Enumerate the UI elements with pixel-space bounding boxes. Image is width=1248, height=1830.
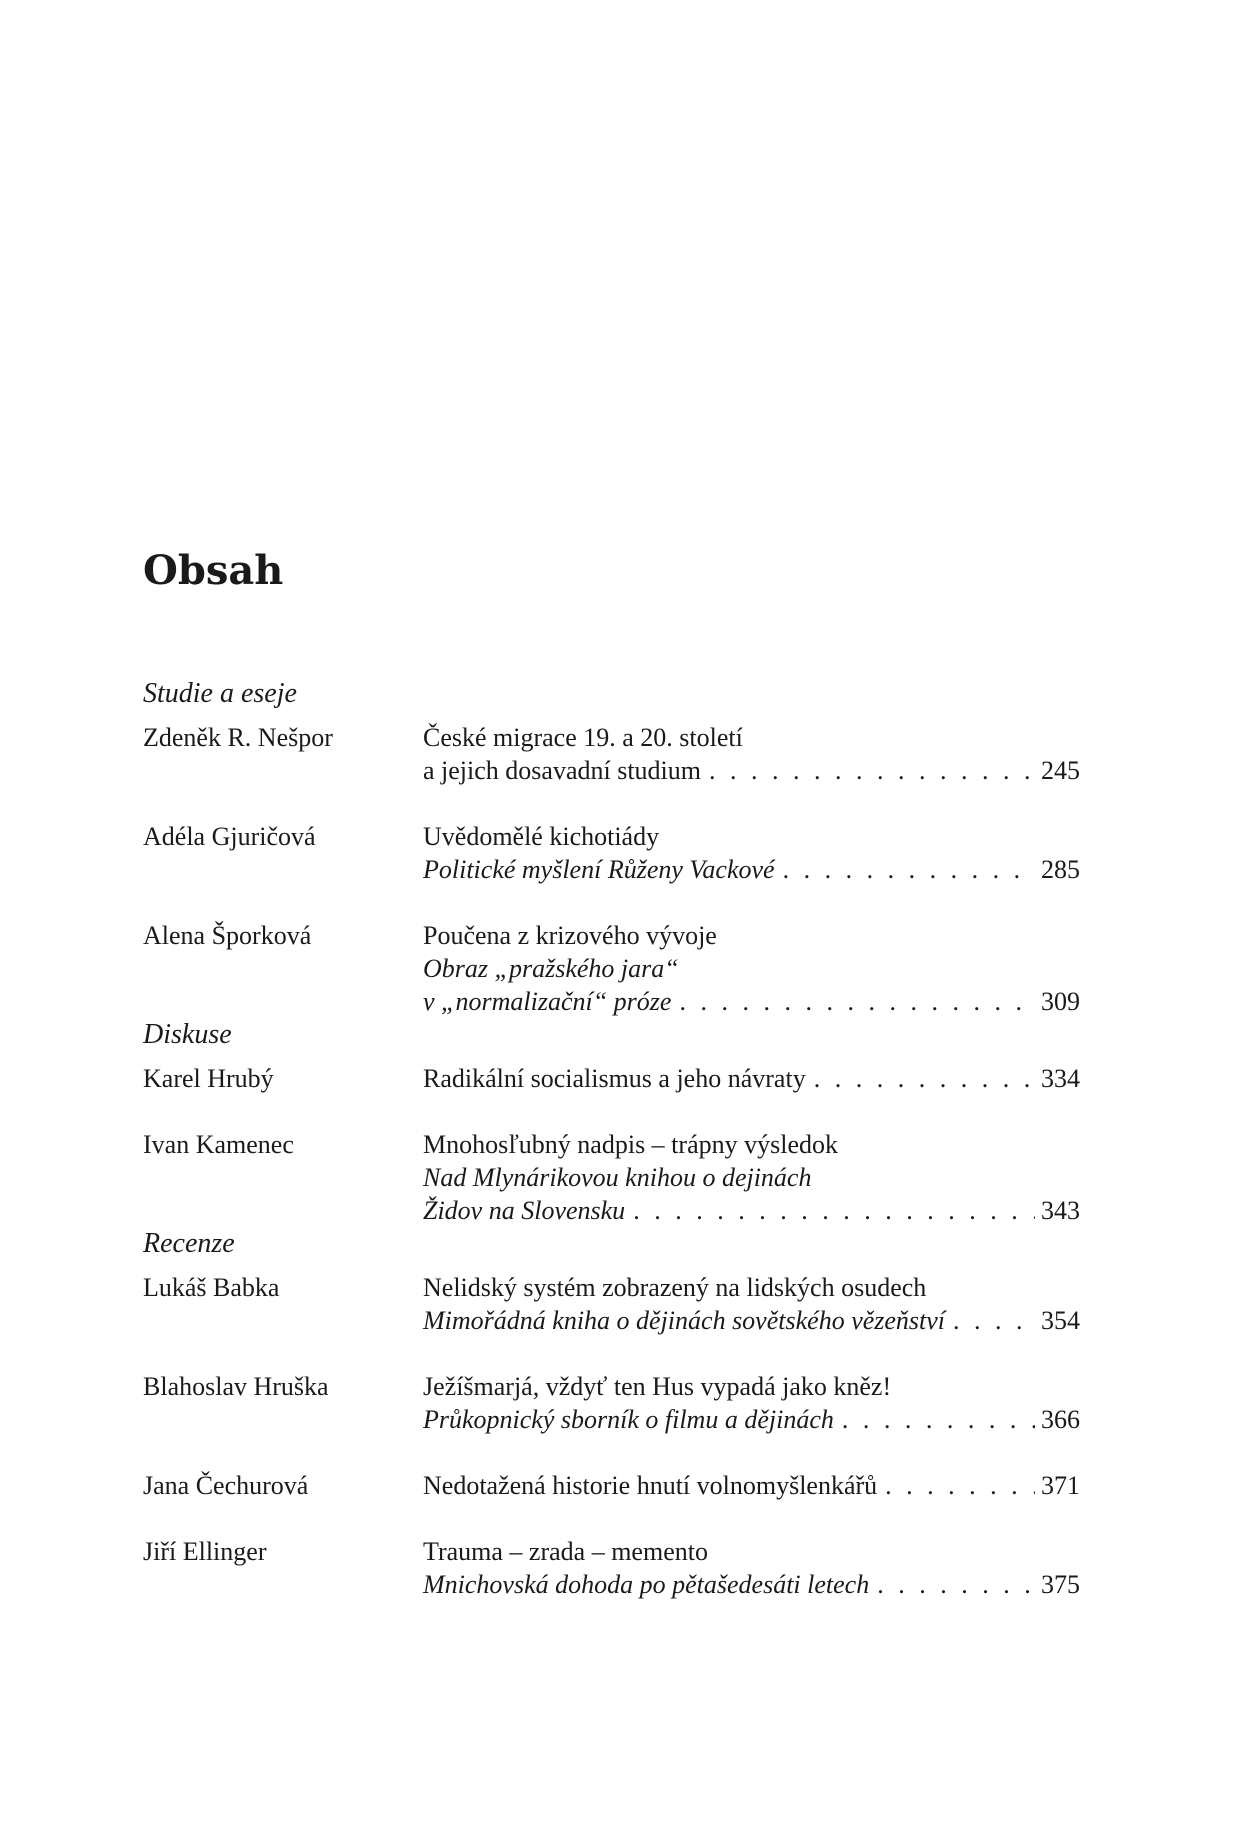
entry-title-line: Nad Mlynárikovou knihou o dejinách [423,1163,812,1192]
entry-final-line [423,754,1080,787]
entry-page-number: 309 [1041,987,1080,1016]
entry-title-block [423,1271,1080,1337]
entry-final-text: a jejich dosavadní studium [423,756,702,785]
entry-final-line [423,1568,1080,1601]
entry-final-text: Radikální socialismus a jeho návraty [423,1064,806,1093]
entry-title-block [423,1062,1080,1095]
entry-final-line [423,985,1080,1018]
page-title: Obsah [143,547,284,594]
entry-title-block [423,1535,1080,1601]
entry-title-block [423,919,1080,1018]
toc-entry[interactable] [143,1535,1080,1601]
entry-author: Lukáš Babka [143,1273,280,1302]
table-of-contents [143,677,1080,1601]
entry-author: Blahoslav Hruška [143,1372,329,1401]
entry-title-line: Obraz „pražského jara“ [423,954,679,983]
entry-title-line: Poučena z krizového vývoje [423,921,717,950]
toc-entry[interactable] [143,1469,1080,1502]
entry-title-line: Mnohosľubný nadpis – trápny výsledok [423,1130,838,1159]
entry-page-number: 371 [1041,1471,1080,1500]
entry-page-number: 285 [1041,855,1080,884]
entry-final-text: Průkopnický sborník o filmu a dějinách [423,1405,834,1434]
dot-leader [869,1568,1035,1601]
entry-title-block [423,1370,1080,1436]
entry-final-text: v „normalizační“ próze [423,987,672,1016]
toc-entry[interactable] [143,919,1080,1018]
section-heading: Diskuse [143,1019,232,1050]
entry-final-text: Mnichovská dohoda po pětašedesáti letech [423,1570,870,1599]
entry-title-line: Trauma – zrada – memento [423,1537,708,1566]
entry-final-text: Politické myšlení Růženy Vackové [423,855,775,884]
toc-entry[interactable] [143,1128,1080,1227]
dot-leader [775,853,1035,886]
toc-entry[interactable] [143,721,1080,787]
entry-page-number: 334 [1041,1064,1080,1093]
dot-leader [625,1194,1035,1227]
dot-leader [671,985,1035,1018]
entry-author: Karel Hrubý [143,1064,274,1093]
entry-page-number: 375 [1041,1570,1080,1599]
entry-author: Zdeněk R. Nešpor [143,723,333,752]
entry-author: Jana Čechurová [143,1471,309,1500]
entry-page-number: 245 [1041,756,1080,785]
dot-leader [834,1403,1035,1436]
dot-leader [877,1469,1035,1502]
toc-entry[interactable] [143,1271,1080,1337]
entry-page-number: 366 [1041,1405,1080,1434]
toc-entry[interactable] [143,1370,1080,1436]
entry-author: Alena Šporková [143,921,312,950]
entry-title-block [423,1128,1080,1227]
entry-final-text: Mimořádná kniha o dějinách sovětského vězeňství [423,1306,946,1335]
dot-leader [806,1062,1035,1095]
entry-page-number: 354 [1041,1306,1080,1335]
entry-page-number: 343 [1041,1196,1080,1225]
dot-leader [701,754,1035,787]
entry-title-line: Uvědomělé kichotiády [423,822,660,851]
toc-entry[interactable] [143,820,1080,886]
entry-final-line [423,1194,1080,1227]
entry-title-block [423,721,1080,787]
entry-title-line: Nelidský systém zobrazený na lidských osudech [423,1273,927,1302]
entry-author: Jiří Ellinger [143,1537,267,1566]
section-heading: Studie a eseje [143,678,297,709]
entry-final-line [423,853,1080,886]
entry-title-line: Ježíšmarjá, vždyť ten Hus vypadá jako kněz! [423,1372,892,1401]
entry-author: Ivan Kamenec [143,1130,294,1159]
entry-title-block [423,820,1080,886]
entry-final-text: Židov na Slovensku [423,1196,626,1225]
entry-title-line: České migrace 19. a 20. století [423,723,743,752]
dot-leader [945,1304,1035,1337]
entry-final-line [423,1469,1080,1502]
entry-author: Adéla Gjuričová [143,822,316,851]
entry-final-line [423,1062,1080,1095]
entry-title-block [423,1469,1080,1502]
toc-entry[interactable] [143,1062,1080,1095]
section-heading: Recenze [143,1228,235,1259]
entry-final-text: Nedotažená historie hnutí volnomyšlenkářů [423,1471,878,1500]
entry-final-line [423,1304,1080,1337]
entry-final-line [423,1403,1080,1436]
